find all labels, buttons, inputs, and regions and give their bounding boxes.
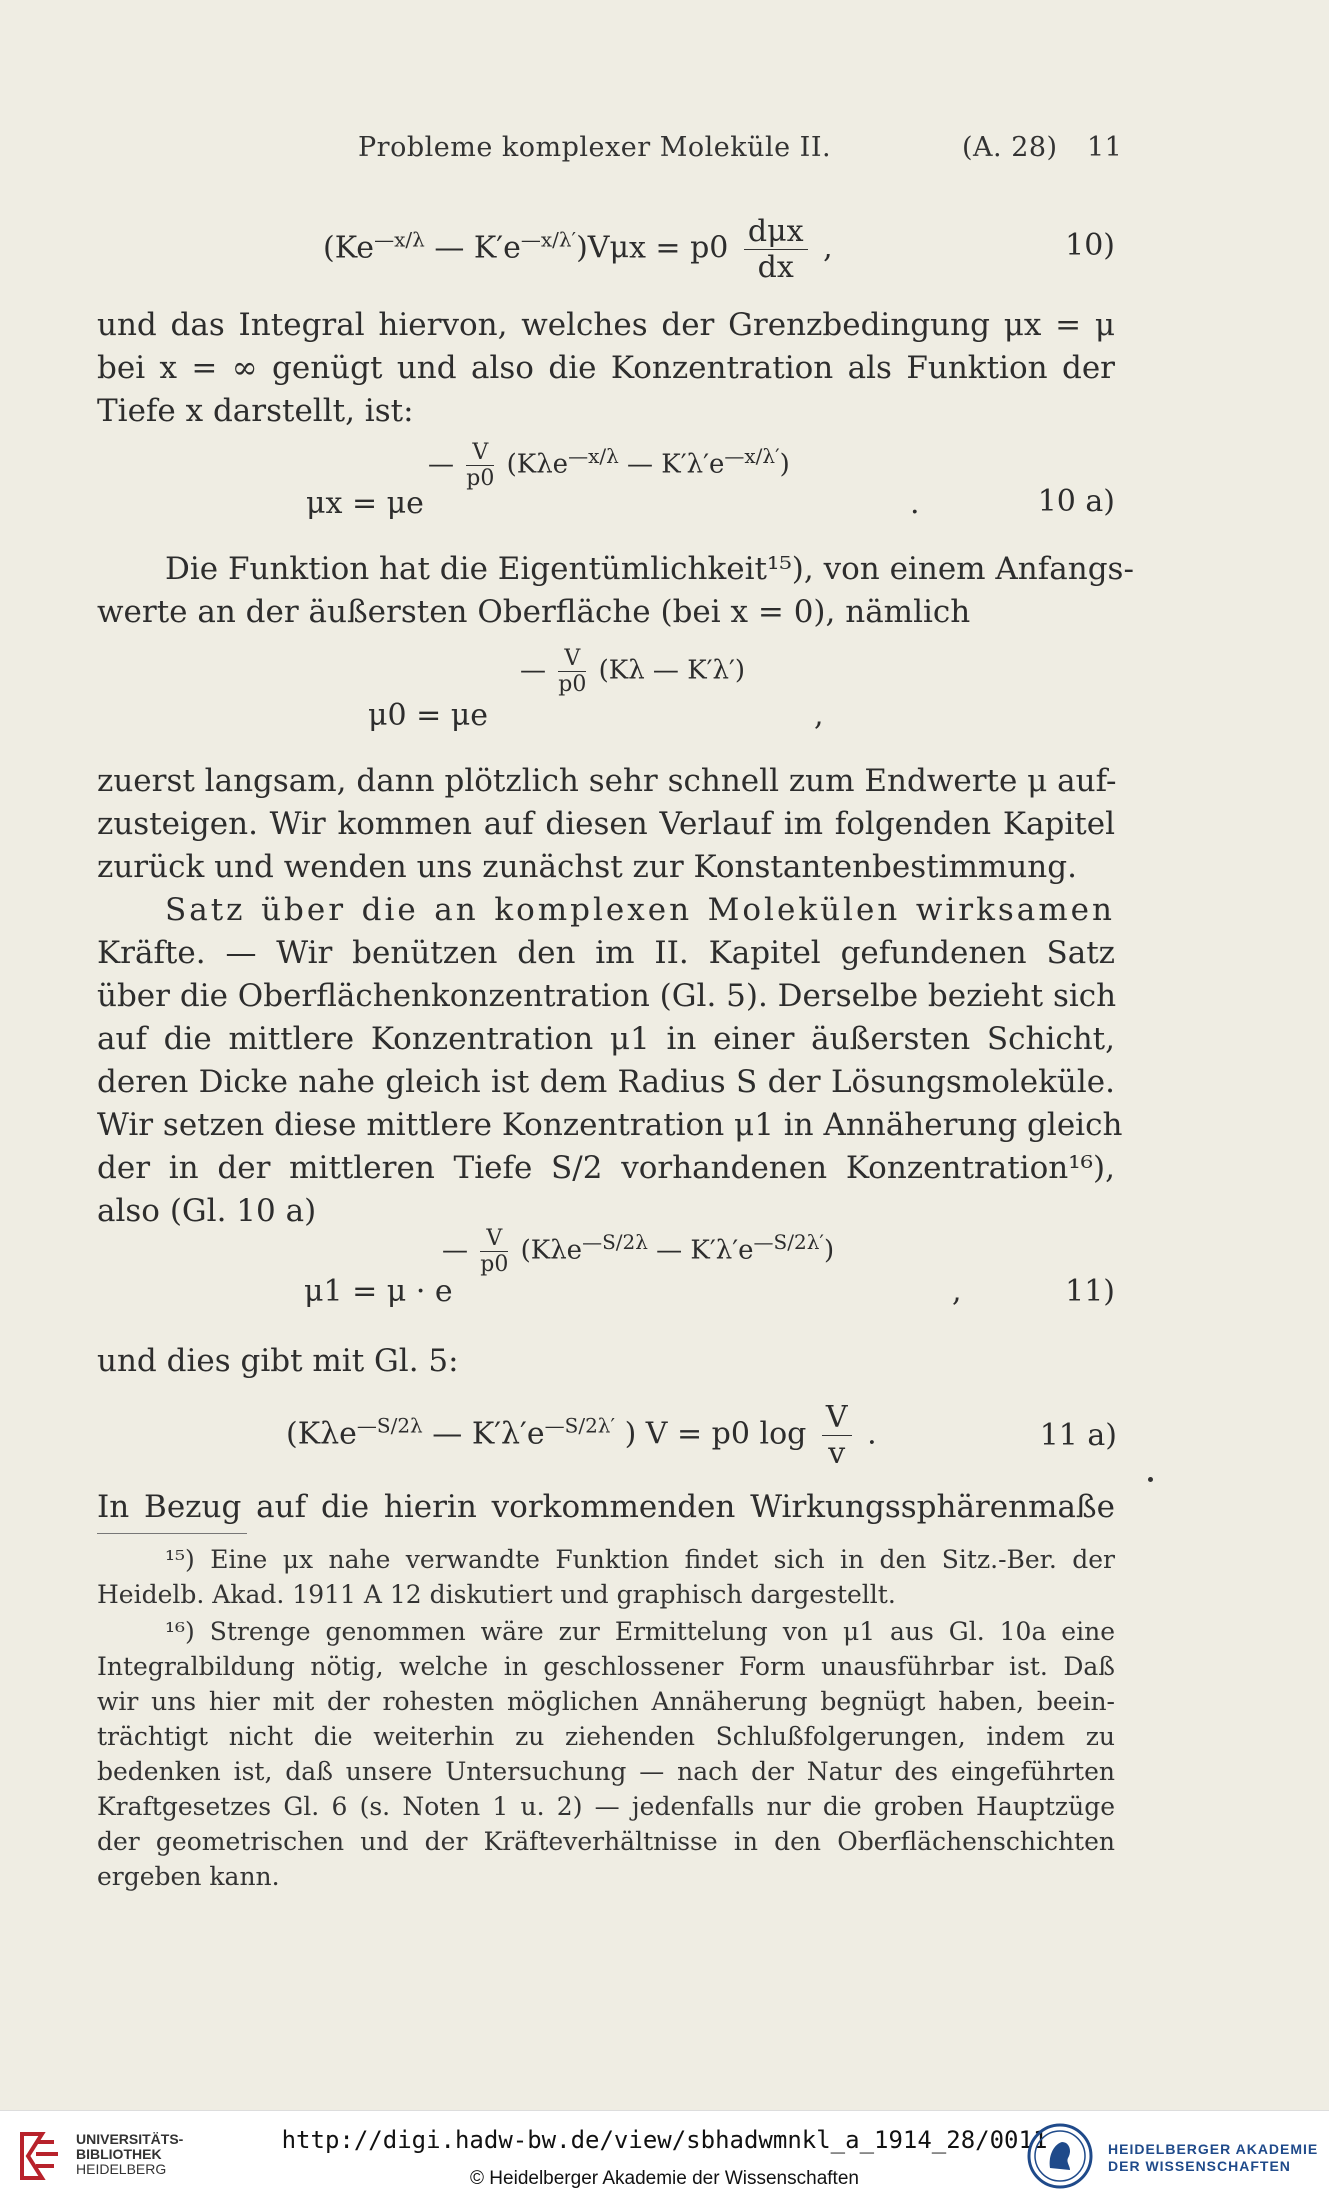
scanned-page: Probleme komplexer Moleküle II. (A. 28) 11 ($Ke^{—x/\lambda}$ — $K'e^{—x/\lambda'})V\mu x = p0$ dμx dx , 10) und das Integral hiervon, welches der Grenzbedingung μx = μ bei x = ∞ genügt und also die Konzentration als Funktion der Tiefe x darstellt, ist: μx = μe — $\frac{V}{p0}$ (Kλe$^{—x/\lambda}$ — $K'\lambda'e^{—x/\lambda'}$) . 10 a) Die Funktion hat die Eigentümlichkeit¹⁵), von einem Anfangs- werte an der äußersten Oberfläche (bei x = 0), nämlich μ0 = μe — $\frac{V}{p0}$ (Kλ — K′λ′) , zuerst langsam, dann plötzlich sehr schnell zum Endwerte μ auf- zusteigen. Wir kommen auf diesen Verlauf im folgenden Kapitel zurück und wenden uns zunächst zur Konstantenbestimmung. Satz über die an komplexen Molekülen wirksamen Kräfte. — Wir benützen den im II. Kapitel gefundenen Satz über die Oberflächenkonzentration (Gl. 5). Derselbe bezieht sich auf die mittlere Konzentration μ1 in einer äußersten Schicht, deren Dicke nahe gleich ist dem Radius S der Lösungsmoleküle. Wir setzen diese mittlere Konzentration μ1 in Annäherung gleich der in der mittleren Tiefe S/2 vorhandenen Konzentration¹⁶), also (Gl. 10 a) μ1 = μ · e — $\frac{V}{p0}$ (Kλe$^{—S/2\lambda}$ — $K'\lambda'e^{—S/2\lambda'}$) , 11) und dies gibt mit Gl. 5: (Kλe$^{—S/2\lambda}$ — $K'\lambda'e^{—S/2\lambda'}$ ) V = p0 log $\frac{V}{v}$ . 11 a) In Bezug auf die hierin vorkommenden Wirkungssphärenmaße ¹⁵) Eine μx nahe verwandte Funktion findet sich in den Sitz.-Ber. der Heidelb. Akad. 1911 A 12 diskutiert und graphisch dargestellt. ¹⁶) Strenge genommen wäre zur Ermittelung von μ1 aus Gl. 10a eine Integralbildung nötig, welche in geschlossener Form unausführbar ist. Daß wir uns hier mit der rohesten möglichen Annäherung begnügt haben, beein- trächtigt nicht die weiterhin zu ziehenden Schlußfolgerungen, indem zu bedenken ist, daß unsere Untersuchung — nach der Natur des eingeführten Kraftgesetzes Gl. 6 (s. Noten 1 u. 2) — jedenfalls nur die groben Hauptzüge der geometrischen und der Kräfteverhältnisse in den Oberflächenschichten ergeben kann. xyxy=(0,0,1329,2110)
paragraph: In Bezug auf die hierin vorkommenden Wirkungssphärenmaße xyxy=(97,1489,1115,1525)
footnote-divider xyxy=(97,1533,247,1534)
header-ref: (A. 28) xyxy=(962,132,1058,163)
copyright-notice: © Heidelberger Akademie der Wissenschaften xyxy=(470,2168,859,2189)
paragraph: und das Integral hiervon, welches der Grenzbedingung μx = μ bei x = ∞ genügt und also die Konzentration als Funktion der Tiefe x darstellt, ist: xyxy=(97,307,1115,429)
paragraph: zuerst langsam, dann plötzlich sehr schnell zum Endwerte μ auf- zusteigen. Wir kommen auf diesen Verlauf im folgenden Kapitel zurück und wenden uns zunächst zur Konstantenbestimmung. xyxy=(97,763,1117,885)
permalink-url[interactable]: http://digi.hadw-bw.de/view/sbhadwmnkl_a_1914_28/0011 xyxy=(281,2126,1048,2154)
running-title: Probleme komplexer Moleküle II. xyxy=(358,132,832,163)
footnote-16: ¹⁶) Strenge genommen wäre zur Ermittelung von μ1 aus Gl. 10a eine Integralbildung nötig, welche in geschlossener Form unausführbar ist. Daß wir uns hier mit der rohesten möglichen Annäherung begnügt haben, beein- trächtigt nicht die weiterhin zu ziehenden Schlußfolgerungen, indem zu bedenken ist, daß unsere Untersuchung — nach der Natur des eingeführten Kraftgesetzes Gl. 6 (s. Noten 1 u. 2) — jedenfalls nur die groben Hauptzüge der geometrischen und der Kräfteverhältnisse in den Oberflächenschichten ergeben kann. xyxy=(97,1617,1115,1891)
equation-number: 11 a) xyxy=(1039,1418,1117,1453)
paragraph-section-satz: Satz über die an komplexen Molekülen wirksamen Kräfte. — Wir benützen den im II. Kapitel gefundenen Satz über die Oberflächenkonzentration (Gl. 5). Derselbe bezieht sich auf die mittlere Konzentration μ1 in einer äußersten Schicht, deren Dicke nahe gleich ist dem Radius S der Lösungsmoleküle. Wir setzen diese mittlere Konzentration μ1 in Annäherung gleich der in der mittleren Tiefe S/2 vorhandenen Konzentration¹⁶), also (Gl. 10 a) xyxy=(97,892,1123,1229)
footnote-15: ¹⁵) Eine μx nahe verwandte Funktion findet sich in den Sitz.-Ber. der Heidelb. Akad. 1911 A 12 diskutiert und graphisch dargestellt. xyxy=(97,1545,1115,1609)
page-number: 11 xyxy=(1087,132,1123,163)
equation-number: 11) xyxy=(1065,1274,1115,1309)
equation-10: ($Ke^{—x/\lambda}$ — $K'e^{—x/\lambda'})V\mu x = p0$ dμx dx , xyxy=(323,214,833,285)
equation-number: 10 a) xyxy=(1037,484,1115,519)
ink-speck xyxy=(1148,1477,1153,1482)
paragraph: und dies gibt mit Gl. 5: xyxy=(97,1343,459,1379)
equation-number: 10) xyxy=(1065,228,1115,263)
university-library-name: UNIVERSITÄTS- BIBLIOTHEK HEIDELBERG xyxy=(76,2131,184,2177)
academy-seal-icon xyxy=(1026,2122,1094,2190)
paragraph: Die Funktion hat die Eigentümlichkeit¹⁵), von einem Anfangs- werte an der äußersten Oberfläche (bei x = 0), nämlich xyxy=(97,551,1134,630)
equation-11a: (Kλe$^{—S/2\lambda}$ — $K'\lambda'e^{—S/2\lambda'}$ ) V = p0 log $\frac{V}{v}$ . xyxy=(286,1400,877,1471)
academy-name: HEIDELBERGER AKADEMIE DER WISSENSCHAFTEN xyxy=(1108,2141,1319,2174)
